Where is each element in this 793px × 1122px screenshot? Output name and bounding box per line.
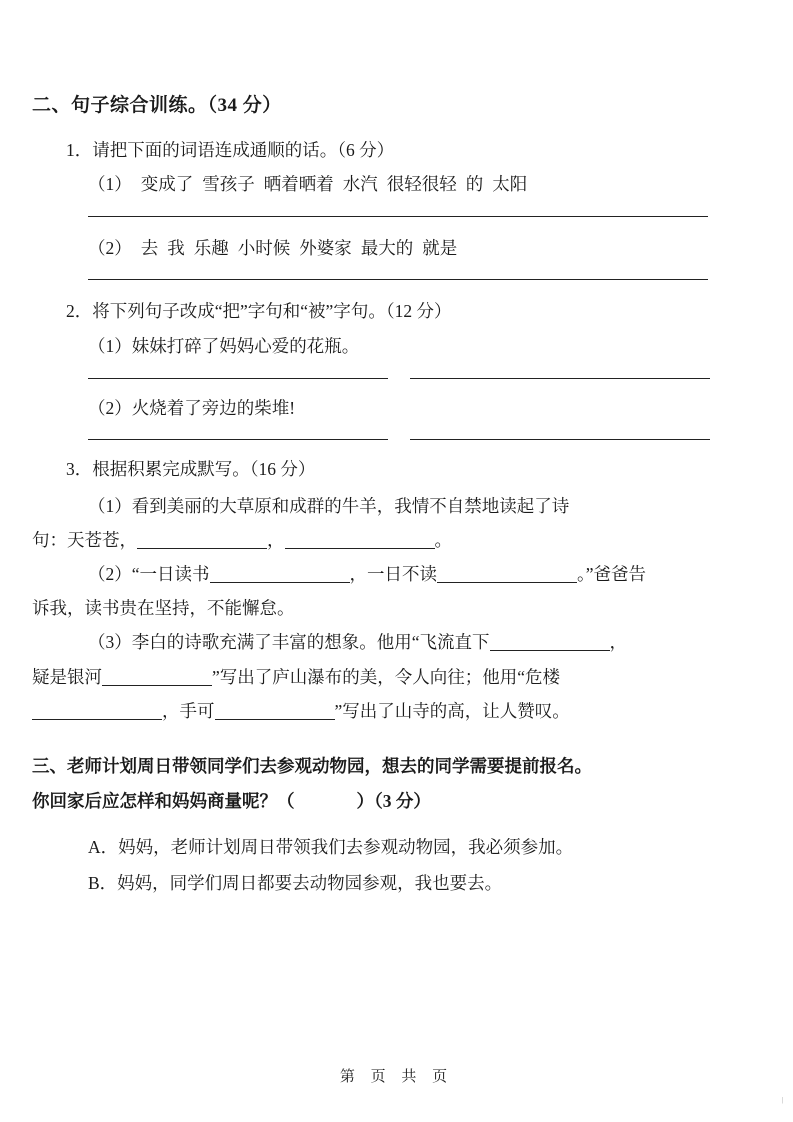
item-text: 看到美丽的大草原和成群的牛羊，我情不自禁地读起了诗 <box>131 495 570 516</box>
item-text: ”写出了庐山瀑布的美，令人向往；他用“危楼 <box>212 666 561 687</box>
option-b[interactable]: B．妈妈，同学们周日都要去动物园参观，我也要去。 <box>88 873 503 894</box>
word: 乐趣 <box>193 237 229 258</box>
question-1-item-1 <box>32 169 738 200</box>
word: 很轻很轻 <box>386 174 457 195</box>
fill-blank[interactable] <box>285 548 435 549</box>
answer-line-q2-2b[interactable] <box>410 439 710 440</box>
item-text: 。”爸爸告 <box>577 564 647 585</box>
word: 小时候 <box>237 237 291 258</box>
fill-blank[interactable] <box>215 719 335 720</box>
answer-line-q1-2[interactable] <box>88 279 708 280</box>
fill-blank[interactable] <box>137 548 267 549</box>
question-2-label: 2．将下列句子改成“把”字句和“被”字句。（12 分） <box>66 301 452 322</box>
answer-line-q2-1b[interactable] <box>410 378 710 379</box>
fill-blank[interactable] <box>32 719 162 720</box>
section-3-heading-line-2 <box>32 785 738 818</box>
word: 我 <box>167 237 185 258</box>
section-3-prompt: 你回家后应怎样和妈妈商量呢？（ <box>32 791 295 811</box>
word: 去 <box>140 237 159 258</box>
item-number: （2） <box>88 397 132 418</box>
item-text: ，手可 <box>162 700 215 721</box>
word: 太阳 <box>492 174 528 195</box>
section-3-score: ）（3 分） <box>356 791 431 811</box>
item-text: ， <box>609 632 628 653</box>
question-3-item-2-line-2: 诉我，读书贵在坚持，不能懈怠。 <box>32 598 295 619</box>
fill-blank[interactable] <box>437 582 577 583</box>
question-3-item-1-line-2 <box>32 523 738 557</box>
item-text: 火烧着了旁边的柴堆! <box>131 397 296 418</box>
worksheet-content <box>32 92 738 902</box>
question-2-item-1 <box>32 331 738 362</box>
question-1-label: 1．请把下面的词语连成通顺的话。（6 分） <box>66 139 395 160</box>
edge-mark: | <box>781 1096 783 1104</box>
answer-line-q2-1a[interactable] <box>88 378 388 379</box>
question-3-item-3-line-2 <box>32 660 738 694</box>
word: 最大的 <box>360 237 414 258</box>
question-1-item-2 <box>32 233 738 264</box>
item-number: （2） <box>88 237 132 258</box>
fill-blank[interactable] <box>102 685 212 686</box>
section-3-heading-line-1: 三、老师计划周日带领同学们去参观动物园，想去的同学需要提前报名。 <box>32 755 592 776</box>
question-3-label: 3．根据积累完成默写。（16 分） <box>66 459 316 480</box>
item-number: （1） <box>88 174 132 195</box>
fill-blank[interactable] <box>210 582 350 583</box>
answer-line-q1-1[interactable] <box>88 216 708 217</box>
item-text: 妹妹打碎了妈妈心爱的花瓶。 <box>131 336 360 356</box>
word: 的 <box>465 174 484 195</box>
question-3-item-3-line-3 <box>32 694 738 728</box>
item-text: “一日读书 <box>131 564 210 585</box>
question-3-item-1-line-1 <box>32 489 738 523</box>
section-2-heading: 二、句子综合训练。（34 分） <box>32 95 282 116</box>
question-3-item-3-line-1 <box>32 625 738 659</box>
item-number: （3） <box>88 632 132 653</box>
item-number: （2） <box>88 564 132 585</box>
fill-blank[interactable] <box>490 650 610 651</box>
page-number-text: 第 页 共 页 <box>339 1069 454 1085</box>
item-number: （1） <box>88 495 132 516</box>
item-text: 句：天苍苍， <box>32 530 137 550</box>
item-text: 李白的诗歌充满了丰富的想象。他用“飞流直下 <box>131 632 490 653</box>
question-3-item-2-line-1 <box>32 557 738 591</box>
word: 变成了 <box>140 174 194 195</box>
word: 就是 <box>422 237 458 258</box>
item-text: ， <box>267 530 285 550</box>
word: 雪孩子 <box>202 174 255 195</box>
option-a[interactable]: A．妈妈，老师计划周日带领我们去参观动物园，我必须参加。 <box>88 837 574 858</box>
item-number: （1） <box>88 336 132 356</box>
word: 外婆家 <box>299 237 352 258</box>
answer-row-q2-2 <box>88 439 738 440</box>
item-text: 疑是银河 <box>32 666 102 687</box>
question-2-item-2 <box>32 393 738 424</box>
item-text: 。 <box>434 530 452 550</box>
word: 晒着晒着 <box>263 174 334 195</box>
word: 水汽 <box>342 174 378 195</box>
answer-row-q2-1 <box>88 378 738 379</box>
page-footer <box>0 1063 793 1088</box>
item-text: ”写出了山寺的高，让人赞叹。 <box>334 700 570 721</box>
answer-line-q2-2a[interactable] <box>88 439 388 440</box>
item-text: ，一日不读 <box>349 564 438 585</box>
